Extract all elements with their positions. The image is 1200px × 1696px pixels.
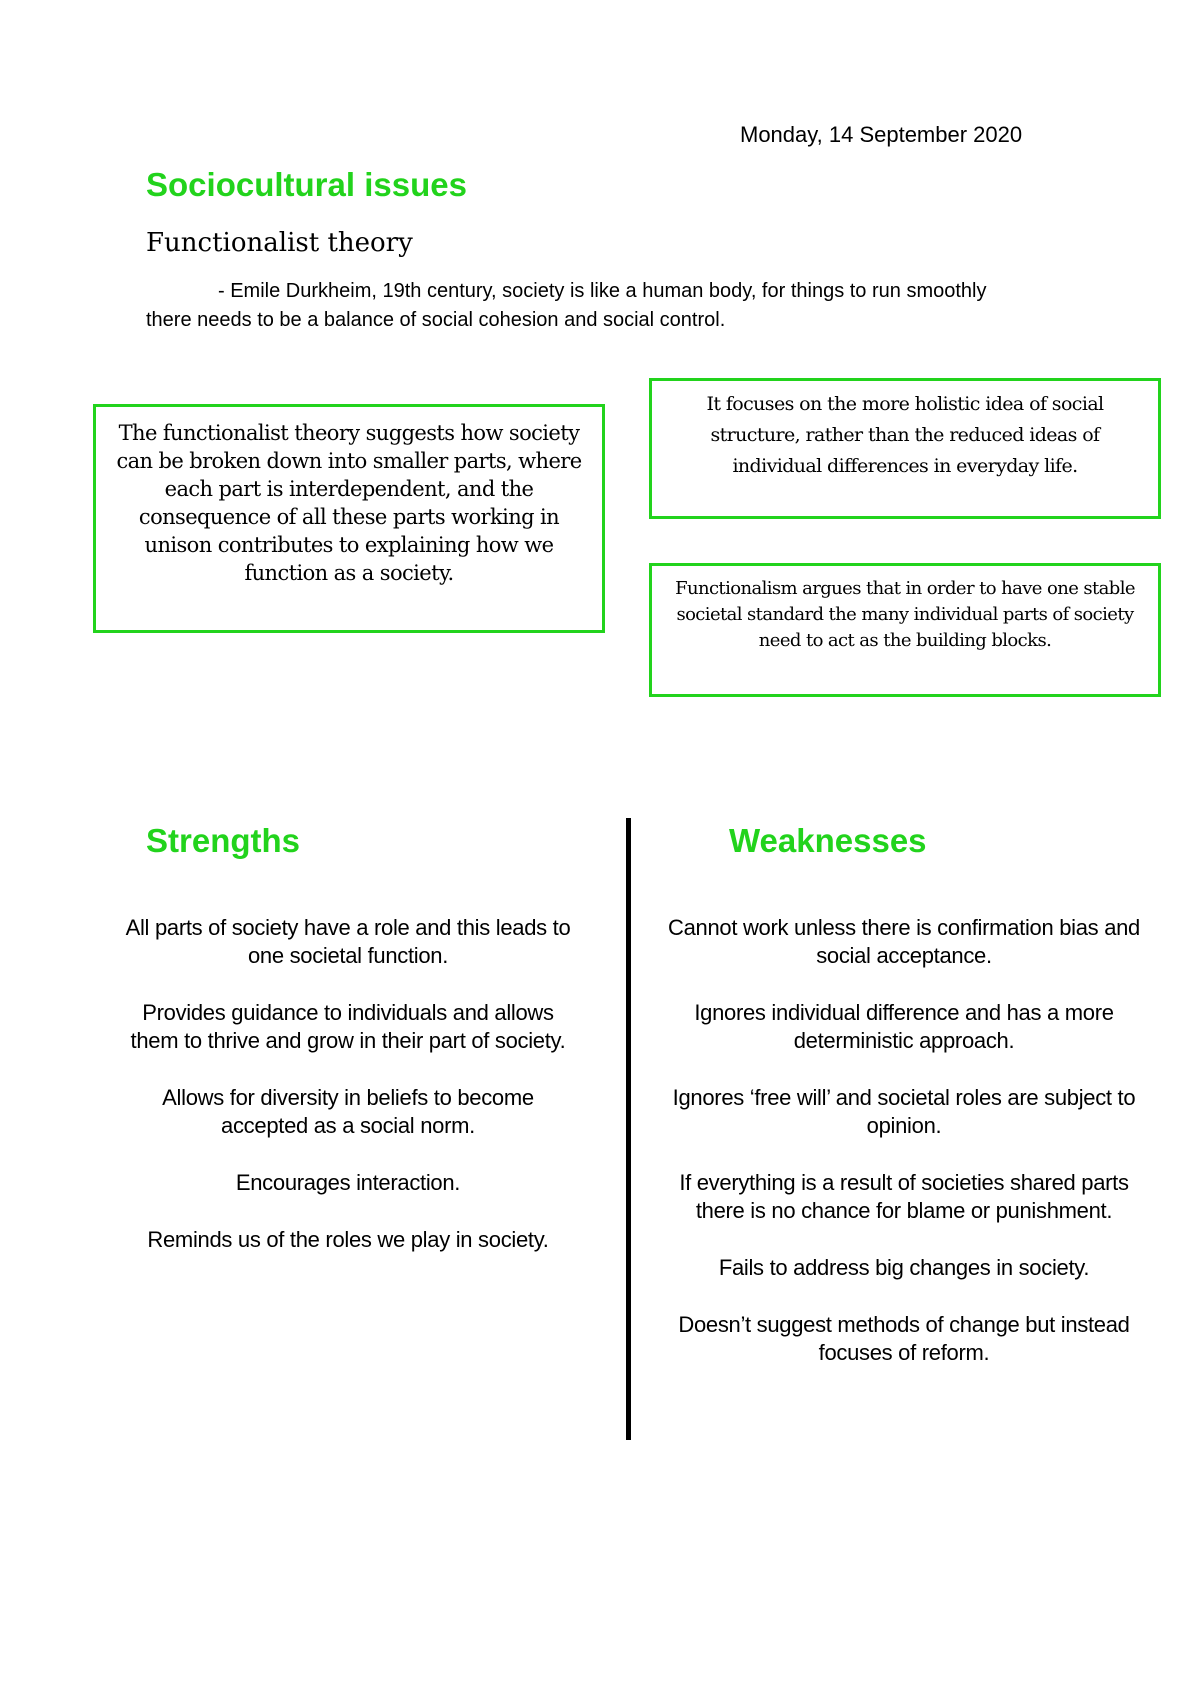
section-subtitle: Functionalist theory — [146, 228, 413, 258]
strengths-list — [118, 914, 578, 1283]
strengths-heading: Strengths — [146, 822, 301, 859]
note-box-left — [93, 404, 605, 633]
strength-item: Allows for diversity in beliefs to become accepted as a social norm. — [162, 1085, 534, 1138]
weakness-item: Fails to address big changes in society. — [718, 1255, 1090, 1280]
note-box-bottom-right-text: Functionalism argues that in order to have one stable societal standard the many individual parts of society need to act as the building blocks. — [675, 578, 1135, 651]
page-title: Sociocultural issues — [146, 166, 467, 203]
date-line: Monday, 14 September 2020 — [740, 122, 1023, 147]
note-box-top-right-text: It focuses on the more holistic idea of social structure, rather than the reduced ideas of individual differences in everyday life. — [706, 393, 1104, 477]
weaknesses-list — [664, 914, 1144, 1396]
weakness-item: If everything is a result of societies shared parts there is no chance for blame or punishment. — [679, 1170, 1129, 1223]
strength-item: Encourages interaction. — [235, 1170, 461, 1195]
column-divider — [626, 818, 631, 1440]
weakness-item: Cannot work unless there is confirmation bias and social acceptance. — [668, 915, 1140, 968]
weaknesses-heading: Weaknesses — [729, 822, 927, 859]
strength-item: Reminds us of the roles we play in society. — [147, 1227, 549, 1252]
weakness-item: Doesn’t suggest methods of change but instead focuses of reform. — [678, 1312, 1130, 1365]
note-box-left-text: The functionalist theory suggests how society can be broken down into smaller parts, where each part is interdependent, and the consequence of all these parts working in unison contributes to explaining how we function as a society. — [116, 421, 582, 585]
note-box-bottom-right — [649, 563, 1161, 697]
weakness-item: Ignores individual difference and has a more deterministic approach. — [694, 1000, 1114, 1053]
note-box-top-right — [649, 378, 1161, 519]
strength-item: Provides guidance to individuals and allows them to thrive and grow in their part of society. — [130, 1000, 566, 1053]
weakness-item: Ignores ‘free will’ and societal roles are subject to opinion. — [672, 1085, 1136, 1138]
strength-item: All parts of society have a role and this leads to one societal function. — [125, 915, 571, 968]
intro-paragraph: - Emile Durkheim, 19th century, society is like a human body, for things to run smoothly there needs to be a balance of social cohesion and social control. — [146, 280, 987, 331]
